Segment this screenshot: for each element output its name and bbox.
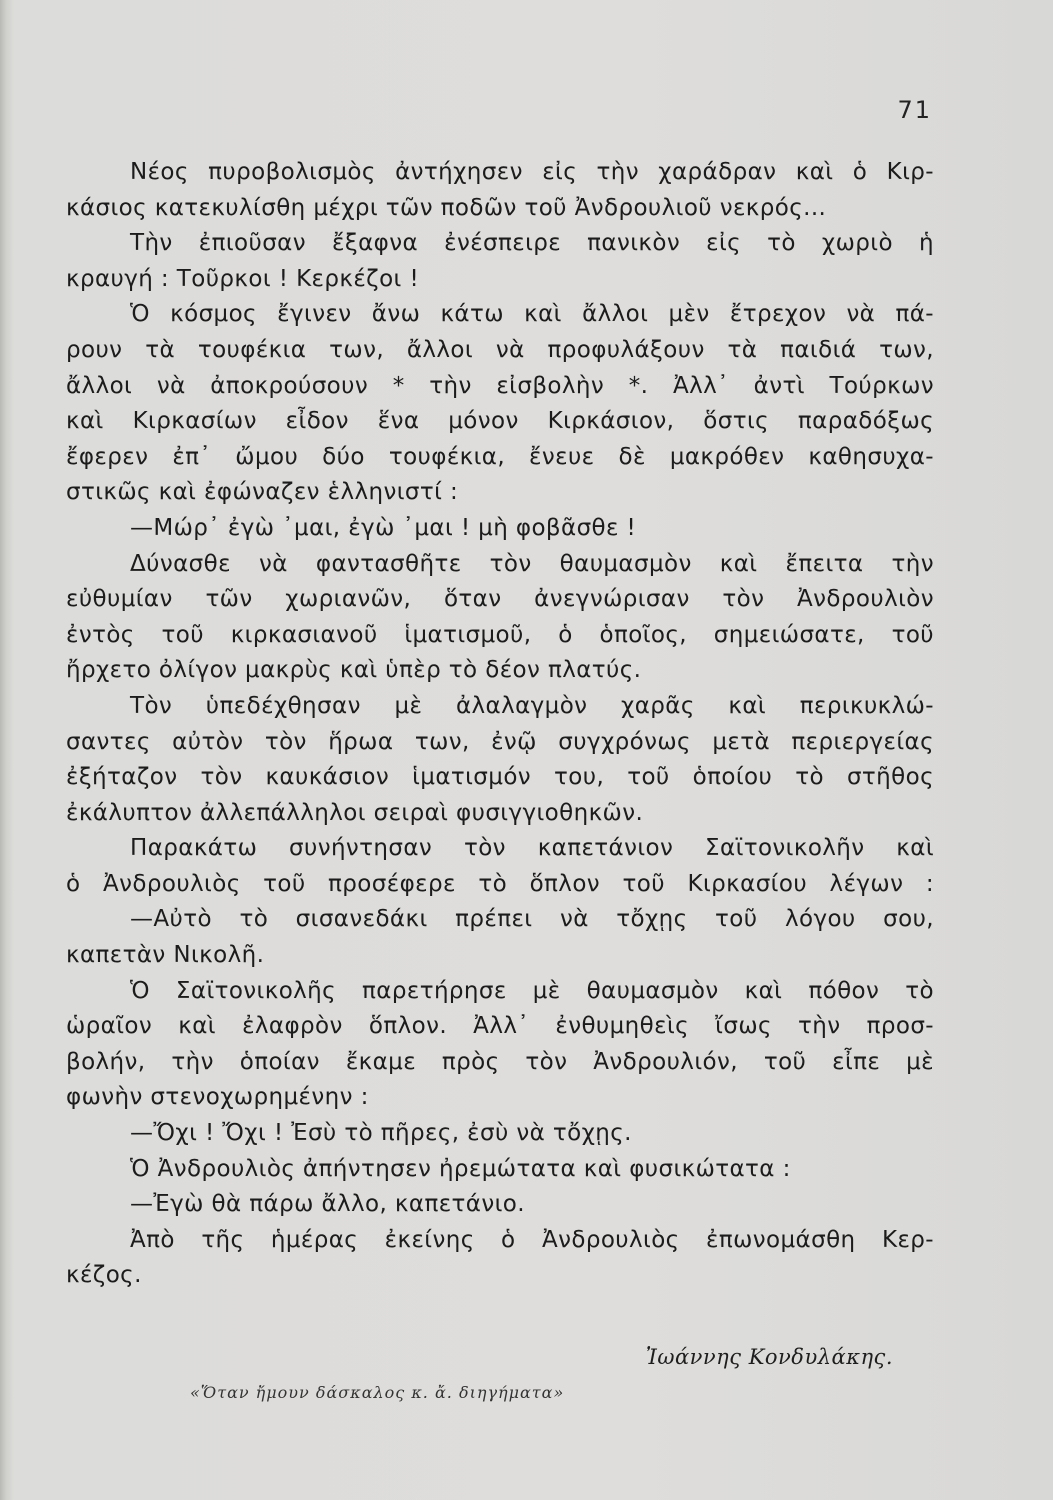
text-line: εὐθυμίαν τῶν χωριανῶν, ὅταν ἀνεγνώρισαν τὸν Ἀνδρουλιὸν [66, 586, 934, 613]
author-signature: Ἰωάννης Κονδυλάκης. [645, 1345, 893, 1369]
page-number: 71 [897, 96, 932, 124]
text-line: —Μώρ᾿ ἐγὼ ᾿μαι, ἐγὼ ᾿μαι ! μὴ φοβᾶσθε ! [130, 514, 637, 541]
text-line: κέζος. [66, 1262, 142, 1289]
text-line: Ὁ Ἀνδρουλιὸς ἀπήντησεν ἠρεμώτατα καὶ φυσικώτατα : [130, 1155, 791, 1182]
text-line: —Αὐτὸ τὸ σισανεδάκι πρέπει νὰ τὄχῃς τοῦ λόγου σου, [130, 906, 934, 933]
text-line: σαντες αὐτὸν τὸν ἥρωα των, ἐνῷ συγχρόνως μετὰ περιεργείας [66, 728, 934, 755]
text-line: —Ὄχι ! Ὄχι ! Ἐσὺ τὸ πῆρες, ἐσὺ νὰ τὄχῃς. [130, 1120, 632, 1147]
text-line: Παρακάτω συνήντησαν τὸν καπετάνιον Σαϊτονικολῆν καὶ [130, 835, 934, 862]
text-line: Ἀπὸ τῆς ἡμέρας ἐκείνης ὁ Ἀνδρουλιὸς ἐπωνομάσθη Κερ- [130, 1226, 934, 1253]
text-line: βολήν, τὴν ὁποίαν ἔκαμε πρὸς τὸν Ἀνδρουλιόν, τοῦ εἶπε μὲ [66, 1048, 934, 1075]
text-line: φωνὴν στενοχωρημένην : [66, 1084, 369, 1111]
text-line: ἔφερεν ἐπ᾿ ὤμου δύο τουφέκια, ἔνευε δὲ μακρόθεν καθησυχα- [66, 443, 934, 470]
text-line: ἤρχετο ὀλίγον μακρὺς καὶ ὑπὲρ τὸ δέον πλατύς. [66, 657, 642, 684]
source-citation: «Ὅταν ἤμουν δάσκαλος κ. ἄ. διηγήματα» [190, 1383, 565, 1402]
text-line: κάσιος κατεκυλίσθη μέχρι τῶν ποδῶν τοῦ Ἀνδρουλιοῦ νεκρός... [66, 194, 827, 221]
text-line: Νέος πυροβολισμὸς ἀντήχησεν εἰς τὴν χαράδραν καὶ ὁ Κιρ- [130, 159, 934, 185]
text-line: ρουν τὰ τουφέκια των, ἄλλοι νὰ προφυλάξουν τὰ παιδιά των, [66, 336, 934, 363]
text-line: Ὁ κόσμος ἔγινεν ἄνω κάτω καὶ ἄλλοι μὲν ἔτρεχον νὰ πά- [130, 301, 934, 328]
text-line: ἐκάλυπτον ἀλλεπάλληλοι σειραὶ φυσιγγιοθηκῶν. [66, 799, 644, 826]
text-line: Τὸν ὑπεδέχθησαν μὲ ἀλαλαγμὸν χαρᾶς καὶ περικυκλώ- [130, 692, 934, 719]
text-line: ὡραῖον καὶ ἐλαφρὸν ὅπλον. Ἀλλ᾿ ἐνθυμηθεὶς ἴσως τὴν προσ- [66, 1013, 934, 1040]
text-line: στικῶς καὶ ἐφώναζεν ἑλληνιστί : [66, 479, 459, 506]
text-line: Δύνασθε νὰ φαντασθῆτε τὸν θαυμασμὸν καὶ ἔπειτα τὴν [130, 550, 934, 577]
text-line: καὶ Κιρκασίων εἶδον ἕνα μόνον Κιρκάσιον, ὅστις παραδόξως [66, 408, 934, 435]
text-line: —Ἐγὼ θὰ πάρω ἄλλο, καπετάνιο. [130, 1191, 525, 1218]
body-text [66, 155, 934, 1294]
text-line: κραυγή : Τοῦρκοι ! Κερκέζοι ! [66, 265, 420, 292]
text-line: καπετὰν Νικολῆ. [66, 942, 265, 969]
text-line: ὁ Ἀνδρουλιὸς τοῦ προσέφερε τὸ ὅπλον τοῦ Κιρκασίου λέγων : [66, 870, 934, 897]
text-line: Ὁ Σαϊτονικολῆς παρετήρησε μὲ θαυμασμὸν καὶ πόθον τὸ [130, 977, 934, 1004]
text-line: Τὴν ἐπιοῦσαν ἔξαφνα ἐνέσπειρε πανικὸν εἰς τὸ χωριὸ ἡ [130, 230, 934, 257]
text-line: ἐντὸς τοῦ κιρκασιανοῦ ἱματισμοῦ, ὁ ὁποῖος, σημειώσατε, τοῦ [66, 621, 934, 648]
text-line: ἄλλοι νὰ ἀποκρούσουν * τὴν εἰσβολὴν *. Ἀλλ᾿ ἀντὶ Τούρκων [66, 372, 934, 399]
text-line: ἐξήταζον τὸν καυκάσιον ἱματισμόν του, τοῦ ὁποίου τὸ στῆθος [66, 764, 934, 791]
